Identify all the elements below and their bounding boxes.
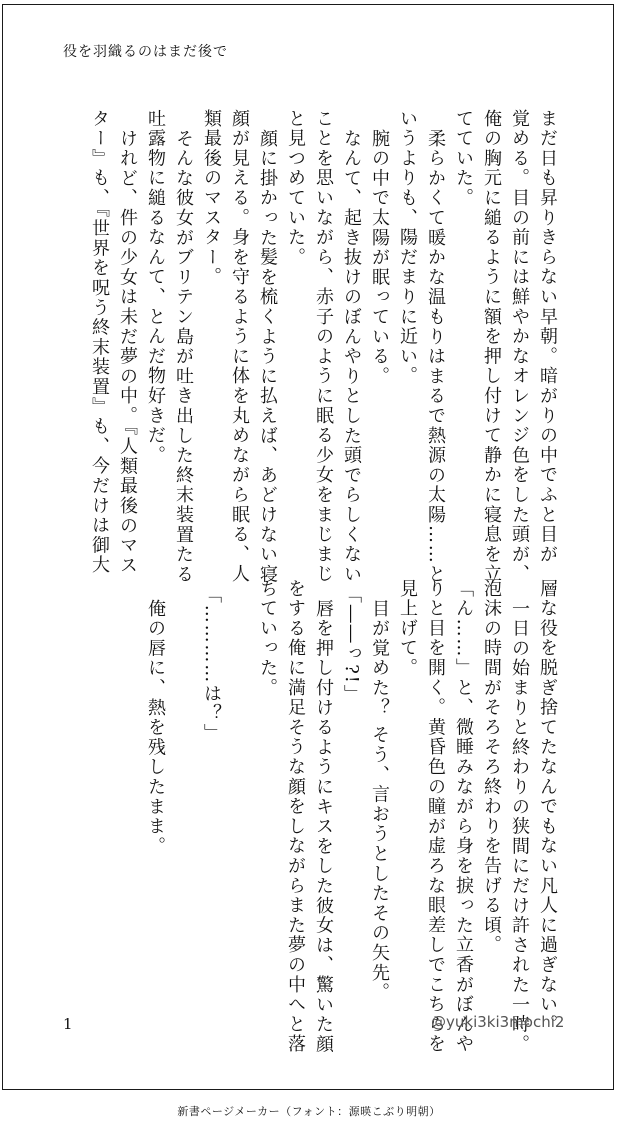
lower-text-column: 見上げて。 (397, 579, 418, 678)
lower-text-column: りと目を開く。黄昏色の瞳が虚ろな眼差しでこちらを (425, 579, 446, 1055)
upper-text-column: なんて、起き抜けのぼんやりとした頭でらしくない (341, 129, 362, 585)
upper-text-column: てていた。 (453, 109, 474, 208)
page-number: 1 (63, 1015, 73, 1033)
upper-text-column: 覚める。目の前には鮮やかなオレンジ色をした頭が、 (509, 109, 530, 585)
manuscript-page (2, 4, 614, 1090)
page-title: 役を羽織るのはまだ後で (63, 44, 228, 60)
upper-text-column: そんな彼女がブリテン島が吐き出した終末装置たる (173, 129, 194, 585)
lower-text-column: をする俺に満足そうな顔をしながらまた夢の中へと落 (285, 579, 306, 1055)
upper-text-column: 俺の胸元に縋るように額を押し付けて静かに寝息を立 (481, 109, 502, 585)
lower-text-column: 唇を押し付けるようにキスをした彼女は、驚いた顔 (313, 599, 334, 1055)
lower-text-column: ちていった。 (257, 579, 278, 698)
generator-credit: 新書ページメーカー（フォント：源暎こぶり明朝） (177, 1105, 441, 1118)
upper-text-column: 類最後のマスター。 (201, 109, 222, 288)
lower-text-column: 目が覚めた？ そう、言おうとしたその矢先。 (369, 599, 390, 1003)
lower-text-column: 「――っ?!」 (341, 585, 362, 705)
upper-text-column: まだ日も昇りきらない早朝。暗がりの中でふと目が (537, 109, 558, 565)
upper-text-column: 顔に掛かった髪を梳くように払えば、あどけない寝 (257, 129, 278, 585)
lower-text-column: 一日の始まりと終わりの狭間にだけ許された一時。 (509, 599, 530, 1055)
upper-text-column: 柔らかくて暖かな温もりはまるで熱源の太陽……と (425, 129, 446, 585)
upper-text-column: 顔が見える。身を守るように体を丸めながら眠る、人 (229, 109, 250, 585)
lower-text-column: 「ん……」と、微睡みながら身を捩った立香がぼんや (453, 579, 474, 1055)
upper-text-column: いうよりも、陽だまりに近い。 (397, 109, 418, 387)
lower-text-column: 層な役を脱ぎ捨てたなんでもない凡人に過ぎない。 (537, 579, 558, 1035)
upper-text-column: 吐露物に縋るなんて、とんだ物好きだ。 (145, 109, 166, 466)
author-handle: @yuki3ki3mochi2 (431, 1013, 565, 1031)
lower-text-column: 「…………は？」 (201, 585, 222, 744)
upper-text-column: と見つめていた。 (285, 109, 306, 268)
upper-text-column: 腕の中で太陽が眠っている。 (369, 129, 390, 387)
upper-text-column: ことを思いながら、赤子のように眠る少女をまじまじ (313, 109, 334, 585)
upper-text-column: ター』も、『世界を呪う終末装置』も、今だけは御大 (89, 109, 110, 576)
lower-text-column: 俺の唇に、熱を残したまま。 (145, 599, 166, 857)
upper-text-column: けれど、件の少女は未だ夢の中。『人類最後のマス (117, 129, 138, 576)
lower-text-column: 泡沫の時間がそろそろ終わりを告げる頃。 (481, 579, 502, 956)
